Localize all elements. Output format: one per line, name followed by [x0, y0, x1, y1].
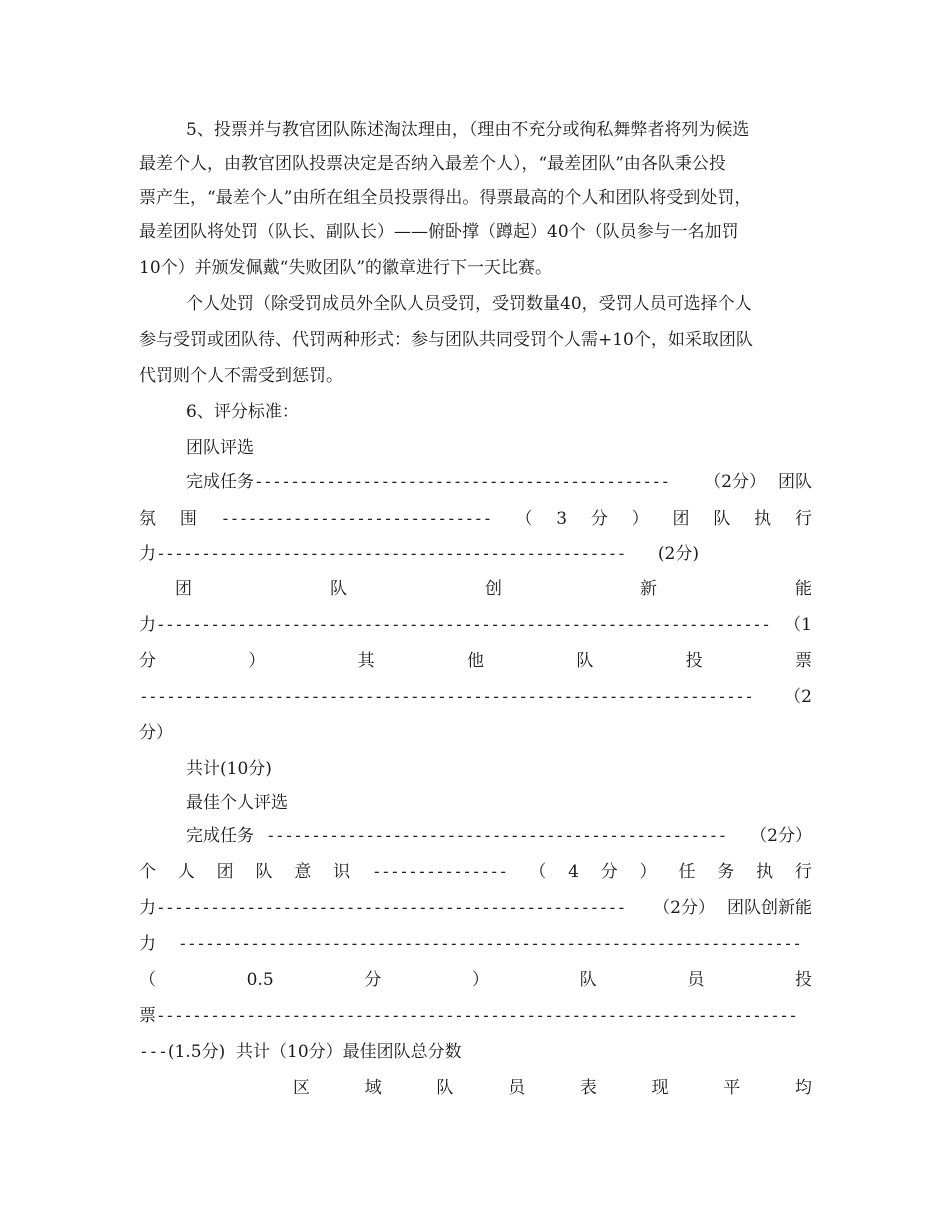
team-criterion-vote: [139, 644, 812, 678]
token: 分: [600, 862, 618, 882]
criterion-score: （2: [784, 687, 812, 707]
token: 表: [579, 1078, 597, 1098]
token: 意: [294, 862, 312, 882]
token: ）: [248, 651, 266, 671]
token: （: [515, 509, 533, 529]
token: 团: [175, 579, 192, 599]
individual-criterion-innovation: [139, 927, 812, 961]
dash-leader: ----------------------------------------------: [254, 472, 670, 491]
criterion-label: 力: [139, 544, 156, 564]
token: 分: [590, 509, 608, 529]
token: 务: [717, 862, 735, 882]
token: 分: [139, 651, 156, 671]
penalty-line-3: 代罚则个人不需受到惩罚。: [139, 366, 343, 386]
dash-leader: --------------------------------------------------------------------: [139, 687, 754, 706]
p5-line-2: 最差个人，由教官团队投票决定是否纳入最差个人），“最差团队”由各队秉公投: [139, 154, 726, 174]
token: 新: [640, 579, 657, 599]
penalty-line-2: 参与受罚或团队待、代罚两种形式：参与团队共同受罚个人需+10个，如采取团队: [139, 330, 753, 350]
dash-leader: --------------------------------------------------------------------: [156, 615, 771, 634]
token: 队: [713, 509, 731, 529]
token: （: [529, 862, 547, 882]
token: 执: [754, 509, 772, 529]
penalty-line-1: 个人处罚（除受罚成员外全队人员受罚，受罚数量40，受罚人员可选择个人: [186, 294, 752, 314]
criterion-label: 力: [139, 898, 156, 918]
team-criterion-vote-score: [139, 680, 812, 714]
token: （: [139, 970, 156, 990]
token: 他: [466, 651, 484, 671]
team-criterion-innovation: [175, 572, 812, 606]
token: 投: [794, 970, 812, 990]
token: 员: [687, 970, 705, 990]
criterion-score: (2分): [657, 544, 699, 564]
team-criterion-execution: [139, 537, 699, 571]
individual-vote-score-and-total: [139, 1035, 812, 1069]
individual-criterion-execution: [139, 891, 812, 925]
token: ）: [639, 862, 657, 882]
token: 人: [177, 862, 195, 882]
token: 平: [723, 1078, 741, 1098]
individual-criterion-complete-task: [186, 819, 812, 853]
token: 氛: [139, 509, 156, 529]
token: 投: [685, 651, 703, 671]
token: 团: [672, 509, 690, 529]
token: 3: [556, 509, 568, 529]
p5-line-3: 票产生，“最差个人”由所在组全员投票得出。得票最高的个人和团队将受到处罚，: [139, 188, 752, 208]
token: 创: [485, 579, 502, 599]
token: 队: [579, 970, 597, 990]
dash-leader: ----------------------------------------------------: [156, 898, 626, 917]
token: 个: [139, 862, 156, 882]
p5-line-4: 最差团队将处罚（队长、副队长）——俯卧撑（蹲起）40个（队员参与一名加罚: [139, 222, 739, 242]
criterion-score: （2分）: [653, 898, 715, 918]
individual-criterion-innovation-score: [139, 963, 812, 997]
token: 团: [216, 862, 234, 882]
section-6-heading: 6、评分标准：: [186, 402, 299, 422]
token: 其: [357, 651, 375, 671]
token: 票: [794, 651, 812, 671]
criterion-next-label: 团队创新能: [727, 898, 812, 918]
team-vote-score-unit: 分）: [139, 723, 173, 743]
token: 0.5: [246, 970, 274, 990]
criterion-label: 票: [139, 1006, 156, 1026]
dash-leader: ----------------------------------------------------: [156, 544, 626, 563]
token: ）: [631, 509, 649, 529]
team-total: 共计(10分): [186, 759, 272, 779]
individual-heading: 最佳个人评选: [186, 793, 288, 813]
token: 区: [293, 1078, 310, 1098]
token: 围: [179, 509, 197, 529]
p5-line-1: 5、投票并与教官团队陈述淘汰理由，（理由不充分或徇私舞弊者将列为候选: [186, 120, 750, 140]
team-criterion-complete-task: [186, 465, 812, 499]
token: 4: [568, 862, 579, 882]
criterion-text: (1.5分) 共计（10分）最佳团队总分数: [167, 1042, 462, 1062]
criterion-label: 力: [139, 934, 156, 954]
criterion-score: （2分）: [750, 826, 812, 846]
token: 均: [794, 1078, 812, 1098]
criterion-label: 完成任务: [186, 472, 254, 492]
dash-leader: -----------------------------------------------------------------------: [156, 1006, 798, 1025]
token: 队: [436, 1078, 454, 1098]
dash-leader: ------------------------------: [220, 509, 492, 528]
token: 识: [333, 862, 351, 882]
token: 员: [508, 1078, 526, 1098]
criterion-next-label: 团队: [778, 472, 812, 492]
criterion-label: 完成任务: [186, 826, 254, 846]
token: 任: [678, 862, 696, 882]
token: 队: [576, 651, 594, 671]
token: 队: [255, 862, 273, 882]
token: 分: [364, 970, 382, 990]
p5-line-5: 10个）并颁发佩戴“失败团队”的徽章进行下一天比赛。: [139, 258, 553, 278]
token: 现: [651, 1078, 669, 1098]
team-heading: 团队评选: [186, 438, 254, 458]
token: 行: [794, 862, 812, 882]
individual-criterion-vote: [139, 999, 812, 1033]
dash-leader: ---: [139, 1042, 168, 1061]
regional-average-line: [293, 1071, 812, 1105]
token: ）: [472, 970, 490, 990]
dash-leader: ---------------------------------------------------: [266, 826, 727, 845]
dash-leader: ---------------------------------------------------------------------: [178, 934, 802, 953]
criterion-score: （2分）: [704, 472, 766, 492]
criterion-score: （1: [784, 615, 812, 635]
token: 队: [330, 579, 347, 599]
token: 行: [794, 509, 812, 529]
criterion-label: 力: [139, 615, 156, 635]
token: 能: [795, 579, 812, 599]
token: 执: [756, 862, 774, 882]
individual-criterion-team-awareness: [139, 855, 812, 889]
token: 域: [364, 1078, 382, 1098]
team-criterion-atmosphere: [139, 502, 812, 536]
dash-leader: ---------------: [371, 862, 508, 881]
team-criterion-innovation-score: [139, 608, 812, 642]
